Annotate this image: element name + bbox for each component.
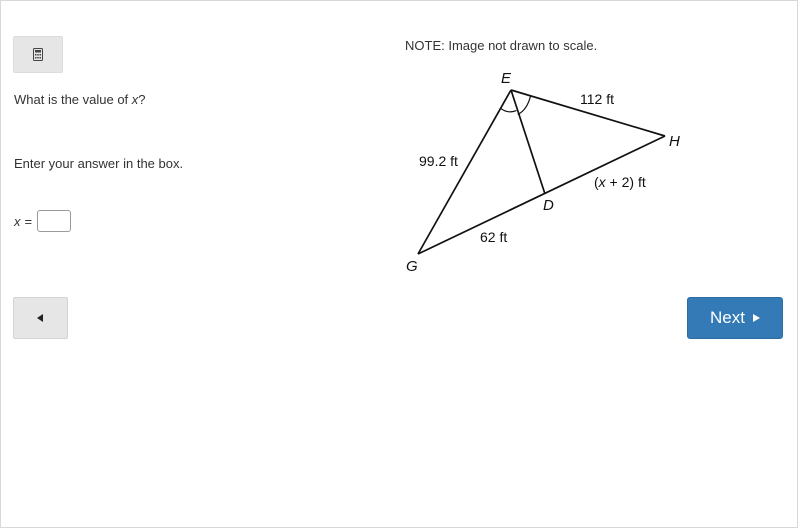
question-variable: x xyxy=(131,92,139,107)
instruction-text: Enter your answer in the box. xyxy=(14,156,184,171)
next-button-label: Next xyxy=(710,308,745,327)
segment-ED xyxy=(511,90,545,194)
triangle-left-icon xyxy=(37,314,44,322)
point-label-D: D xyxy=(543,197,554,214)
point-label-E: E xyxy=(501,70,512,87)
next-button[interactable] xyxy=(687,297,783,339)
answer-equals-sign: = xyxy=(24,213,33,229)
angle-arc-right xyxy=(518,96,531,115)
length-label-DH-var: x xyxy=(598,174,606,190)
question-suffix: ? xyxy=(138,92,146,107)
question-prefix: What is the value of xyxy=(14,92,132,107)
length-label-EH: 112 ft xyxy=(580,91,614,107)
length-label-DH-rest: + 2) ft xyxy=(605,174,646,190)
triangle-right-icon xyxy=(753,314,760,322)
figure-note: NOTE: Image not drawn to scale. xyxy=(405,38,598,53)
angle-arc-left xyxy=(501,108,517,112)
point-label-H: H xyxy=(669,133,680,150)
length-label-DH xyxy=(594,174,646,190)
length-label-GD: 62 ft xyxy=(480,229,508,245)
previous-button[interactable] xyxy=(13,297,68,339)
length-label-DH-open: ( xyxy=(594,174,599,190)
point-label-G: G xyxy=(406,258,418,275)
length-label-EG: 99.2 ft xyxy=(419,153,458,169)
answer-variable-label: x xyxy=(14,213,21,229)
